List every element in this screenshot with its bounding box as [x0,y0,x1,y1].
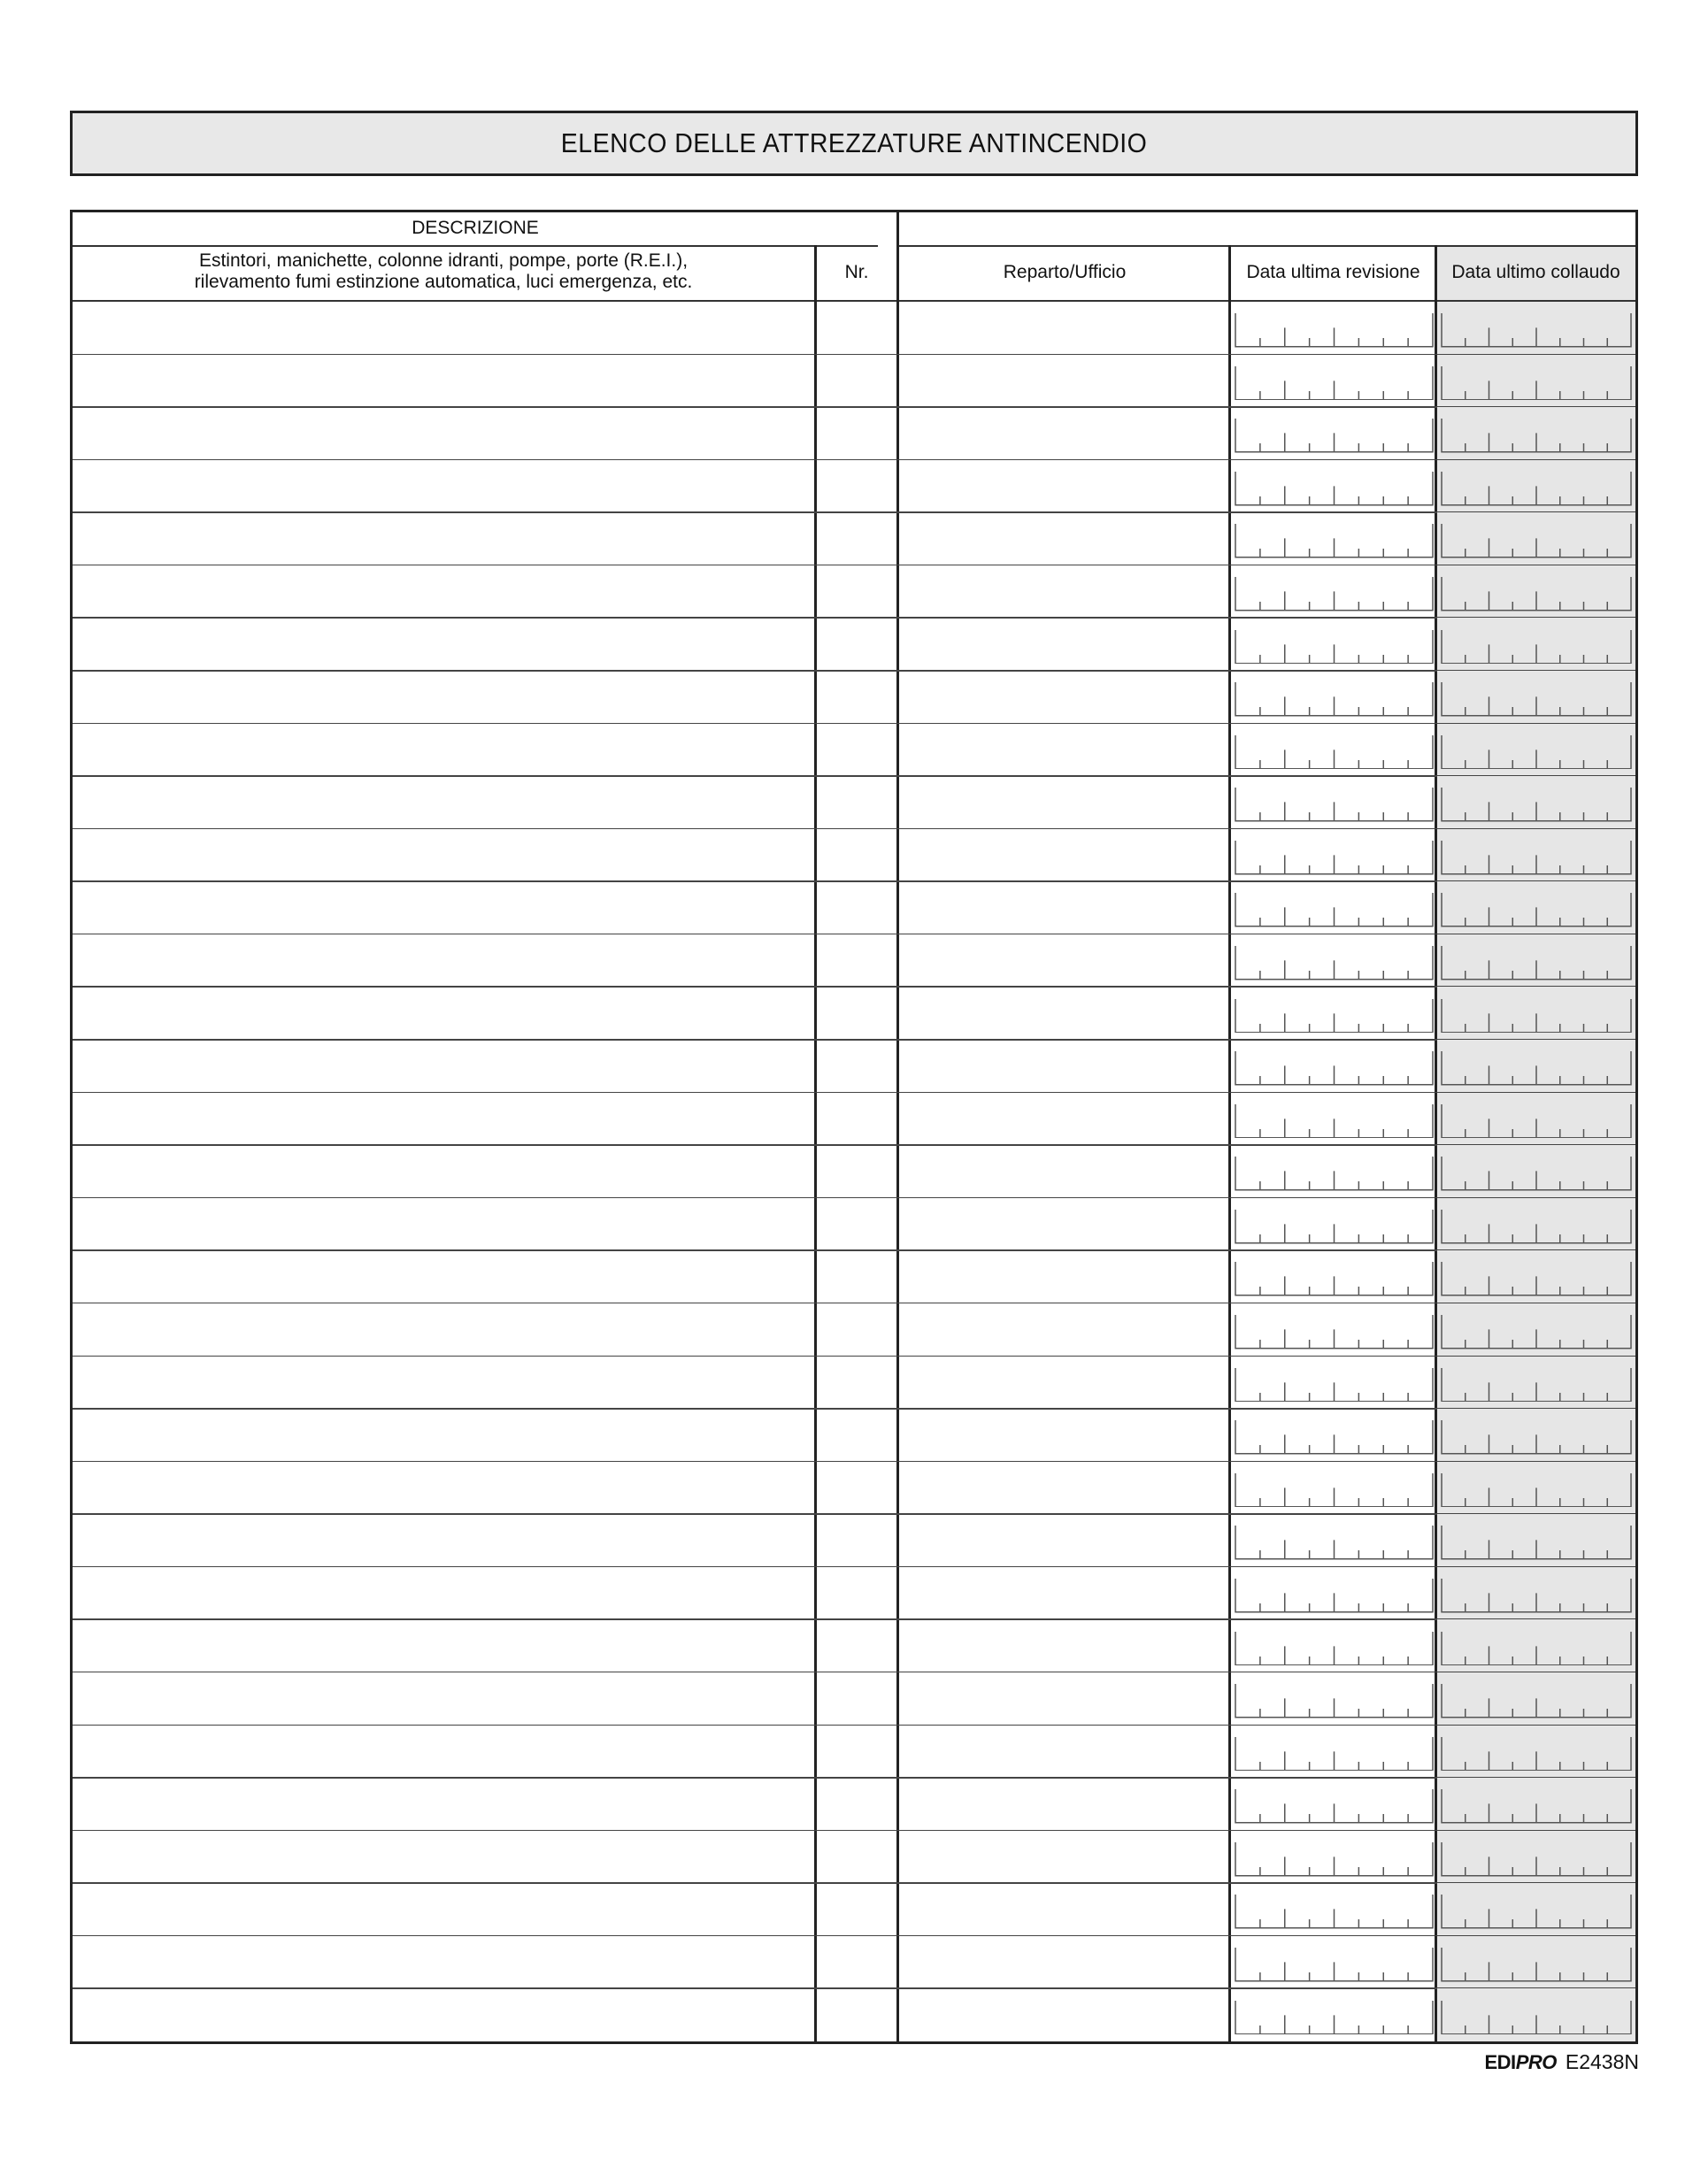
reparto-cell[interactable] [899,1619,1228,1671]
descrizione-cell[interactable] [73,460,814,511]
descrizione-cell[interactable] [73,671,814,722]
descrizione-cell[interactable] [73,1462,814,1513]
nr-cell[interactable] [817,1145,896,1196]
data-collaudo-field[interactable] [1441,1315,1632,1349]
descrizione-cell[interactable] [73,724,814,775]
data-revisione-field[interactable] [1235,788,1434,822]
nr-cell[interactable] [817,1672,896,1724]
nr-cell[interactable] [817,1619,896,1671]
data-collaudo-field[interactable] [1441,1632,1632,1666]
descrizione-cell[interactable] [73,1936,814,1987]
nr-cell[interactable] [817,1936,896,1987]
nr-cell[interactable] [817,1250,896,1302]
equipment-table [70,210,1638,2044]
nr-cell[interactable] [817,1198,896,1249]
data-collaudo-field[interactable] [1441,630,1632,665]
reparto-cell[interactable] [899,512,1228,564]
data-revisione-field[interactable] [1235,472,1434,506]
reparto-cell[interactable] [899,302,1228,353]
data-collaudo-field[interactable] [1441,472,1632,506]
descrizione-cell[interactable] [73,1672,814,1724]
data-revisione-field[interactable] [1235,1420,1434,1455]
descrizione-cell[interactable] [73,1040,814,1091]
descrizione-cell[interactable] [73,355,814,406]
data-revisione-field[interactable] [1235,893,1434,927]
data-collaudo-field[interactable] [1441,893,1632,927]
reparto-cell[interactable] [899,1145,1228,1196]
data-collaudo-field[interactable] [1441,999,1632,1034]
data-collaudo-field[interactable] [1441,1737,1632,1772]
data-revisione-field[interactable] [1235,366,1434,401]
reparto-cell[interactable] [899,1303,1228,1355]
nr-cell[interactable] [817,1409,896,1460]
reparto-cell[interactable] [899,1462,1228,1513]
data-collaudo-field[interactable] [1441,1157,1632,1191]
data-collaudo-field[interactable] [1441,1526,1632,1560]
reparto-cell[interactable] [899,1409,1228,1460]
descrizione-cell[interactable] [73,407,814,458]
form-title: ELENCO DELLE ATTREZZATURE ANTINCENDIO [560,127,1148,158]
data-revisione-field[interactable] [1235,841,1434,875]
reparto-cell[interactable] [899,618,1228,669]
reparto-cell[interactable] [899,565,1228,617]
data-collaudo-field[interactable] [1441,1420,1632,1455]
nr-cell[interactable] [817,1726,896,1777]
publisher-logo: EDIPRO [1484,2051,1557,2073]
nr-cell[interactable] [817,934,896,986]
description-hint-line1: Estintori, manichette, colonne idranti, pompe, porte (R.E.I.), [198,250,689,271]
descrizione-cell[interactable] [73,1250,814,1302]
reparto-cell[interactable] [899,987,1228,1038]
descrizione-cell[interactable] [73,302,814,353]
data-revisione-field[interactable] [1235,313,1434,348]
descrizione-cell[interactable] [73,512,814,564]
reparto-cell[interactable] [899,1357,1228,1408]
nr-cell[interactable] [817,1831,896,1882]
reparto-cell[interactable] [899,355,1228,406]
nr-cell[interactable] [817,1988,896,2040]
data-revisione-field[interactable] [1235,999,1434,1034]
descrizione-cell[interactable] [73,1726,814,1777]
nr-cell[interactable] [817,1303,896,1355]
reparto-cell[interactable] [899,407,1228,458]
descrizione-cell[interactable] [73,934,814,986]
nr-cell[interactable] [817,1040,896,1091]
reparto-cell[interactable] [899,881,1228,933]
data-collaudo-field[interactable] [1441,1210,1632,1244]
nr-cell[interactable] [817,1462,896,1513]
form-title-box [70,111,1638,176]
descrizione-cell[interactable] [73,618,814,669]
data-collaudo-field[interactable] [1441,1684,1632,1718]
nr-header: Nr. [844,262,869,282]
reparto-cell[interactable] [899,1936,1228,1987]
reparto-cell[interactable] [899,1093,1228,1144]
reparto-cell[interactable] [899,1726,1228,1777]
data-collaudo-field[interactable] [1441,1051,1632,1086]
descrizione-cell[interactable] [73,1357,814,1408]
data-collaudo-field[interactable] [1441,313,1632,348]
descrizione-cell[interactable] [73,1619,814,1671]
data-collaudo-field[interactable] [1441,1579,1632,1613]
descrizione-cell[interactable] [73,881,814,933]
nr-cell[interactable] [817,1514,896,1565]
nr-cell[interactable] [817,1778,896,1829]
reparto-cell[interactable] [899,1672,1228,1724]
descrizione-cell[interactable] [73,1093,814,1144]
descrizione-cell[interactable] [73,1778,814,1829]
descrizione-cell[interactable] [73,987,814,1038]
nr-cell[interactable] [817,1883,896,1934]
reparto-cell[interactable] [899,460,1228,511]
reparto-cell[interactable] [899,1040,1228,1091]
data-collaudo-header: Data ultimo collaudo [1451,262,1620,282]
nr-cell[interactable] [817,724,896,775]
data-collaudo-field[interactable] [1441,788,1632,822]
reparto-cell[interactable] [899,1250,1228,1302]
data-revisione-field[interactable] [1235,1157,1434,1191]
nr-cell[interactable] [817,512,896,564]
data-revisione-field[interactable] [1235,1684,1434,1718]
descrizione-cell[interactable] [73,1883,814,1934]
col-line-revisione-left [1228,245,1231,2041]
data-collaudo-field[interactable] [1441,1104,1632,1139]
data-collaudo-field[interactable] [1441,841,1632,875]
reparto-cell[interactable] [899,776,1228,827]
data-collaudo-field[interactable] [1441,735,1632,770]
data-collaudo-field[interactable] [1441,419,1632,453]
nr-cell[interactable] [817,987,896,1038]
descrizione-cell[interactable] [73,1988,814,2040]
data-revisione-field[interactable] [1235,1051,1434,1086]
reparto-cell[interactable] [899,1778,1228,1829]
descrizione-cell[interactable] [73,1198,814,1249]
reparto-cell[interactable] [899,934,1228,986]
data-collaudo-field[interactable] [1441,1948,1632,1982]
data-revisione-field[interactable] [1235,1368,1434,1403]
reparto-header: Reparto/Ufficio [1003,262,1127,282]
nr-cell[interactable] [817,1093,896,1144]
data-revisione-field[interactable] [1235,1948,1434,1982]
footer [1485,2050,1640,2077]
data-collaudo-field[interactable] [1441,682,1632,717]
data-revisione-field[interactable] [1235,419,1434,453]
data-revisione-field[interactable] [1235,1789,1434,1824]
data-collaudo-field[interactable] [1441,946,1632,980]
descrizione-cell[interactable] [73,1409,814,1460]
descrizione-cell[interactable] [73,1567,814,1618]
nr-cell[interactable] [817,302,896,353]
descrizione-cell[interactable] [73,1145,814,1196]
data-revisione-field[interactable] [1235,1104,1434,1139]
data-collaudo-field[interactable] [1441,366,1632,401]
nr-cell[interactable] [817,407,896,458]
data-collaudo-field[interactable] [1441,1368,1632,1403]
nr-cell[interactable] [817,776,896,827]
data-revisione-field[interactable] [1235,524,1434,558]
data-revisione-field[interactable] [1235,1315,1434,1349]
nr-cell[interactable] [817,460,896,511]
data-revisione-field[interactable] [1235,1526,1434,1560]
data-revisione-field[interactable] [1235,1737,1434,1772]
data-collaudo-field[interactable] [1441,524,1632,558]
descrizione-cell[interactable] [73,1303,814,1355]
data-collaudo-field[interactable] [1441,1842,1632,1877]
descrizione-cell[interactable] [73,565,814,617]
form-code: E2438N [1565,2050,1639,2073]
reparto-cell[interactable] [899,1514,1228,1565]
data-revisione-field[interactable] [1235,735,1434,770]
data-collaudo-field[interactable] [1441,577,1632,611]
descrizione-cell[interactable] [73,776,814,827]
data-revisione-field[interactable] [1235,946,1434,980]
nr-cell[interactable] [817,1357,896,1408]
data-collaudo-field[interactable] [1441,1895,1632,1929]
data-collaudo-field[interactable] [1441,1262,1632,1296]
nr-cell[interactable] [817,355,896,406]
reparto-cell[interactable] [899,671,1228,722]
data-revisione-field[interactable] [1235,577,1434,611]
description-hint-line2: rilevamento fumi estinzione automatica, luci emergenza, etc. [194,272,693,292]
data-revisione-field[interactable] [1235,682,1434,717]
header-divider-top [73,245,878,247]
reparto-cell[interactable] [899,1883,1228,1934]
nr-cell[interactable] [817,881,896,933]
data-collaudo-field[interactable] [1441,2001,1632,2035]
descrizione-cell[interactable] [73,1514,814,1565]
data-revisione-field[interactable] [1235,1210,1434,1244]
nr-cell[interactable] [817,618,896,669]
nr-cell[interactable] [817,829,896,880]
data-revisione-field[interactable] [1235,1579,1434,1613]
data-revisione-field[interactable] [1235,1262,1434,1296]
data-revisione-header: Data ultima revisione [1246,262,1420,282]
nr-cell[interactable] [817,565,896,617]
reparto-cell[interactable] [899,1567,1228,1618]
nr-cell[interactable] [817,671,896,722]
data-revisione-field[interactable] [1235,1842,1434,1877]
descrizione-header: DESCRIZIONE [412,218,539,238]
data-revisione-field[interactable] [1235,1895,1434,1929]
data-revisione-field[interactable] [1235,1632,1434,1666]
reparto-cell[interactable] [899,1988,1228,2040]
data-revisione-field[interactable] [1235,630,1434,665]
reparto-cell[interactable] [899,1831,1228,1882]
reparto-cell[interactable] [899,724,1228,775]
header-divider-top-right [899,245,1635,247]
data-collaudo-field[interactable] [1441,1473,1632,1508]
data-revisione-field[interactable] [1235,1473,1434,1508]
nr-cell[interactable] [817,1567,896,1618]
descrizione-cell[interactable] [73,829,814,880]
descrizione-cell[interactable] [73,1831,814,1882]
reparto-cell[interactable] [899,829,1228,880]
data-collaudo-field[interactable] [1441,1789,1632,1824]
reparto-cell[interactable] [899,1198,1228,1249]
data-revisione-field[interactable] [1235,2001,1434,2035]
